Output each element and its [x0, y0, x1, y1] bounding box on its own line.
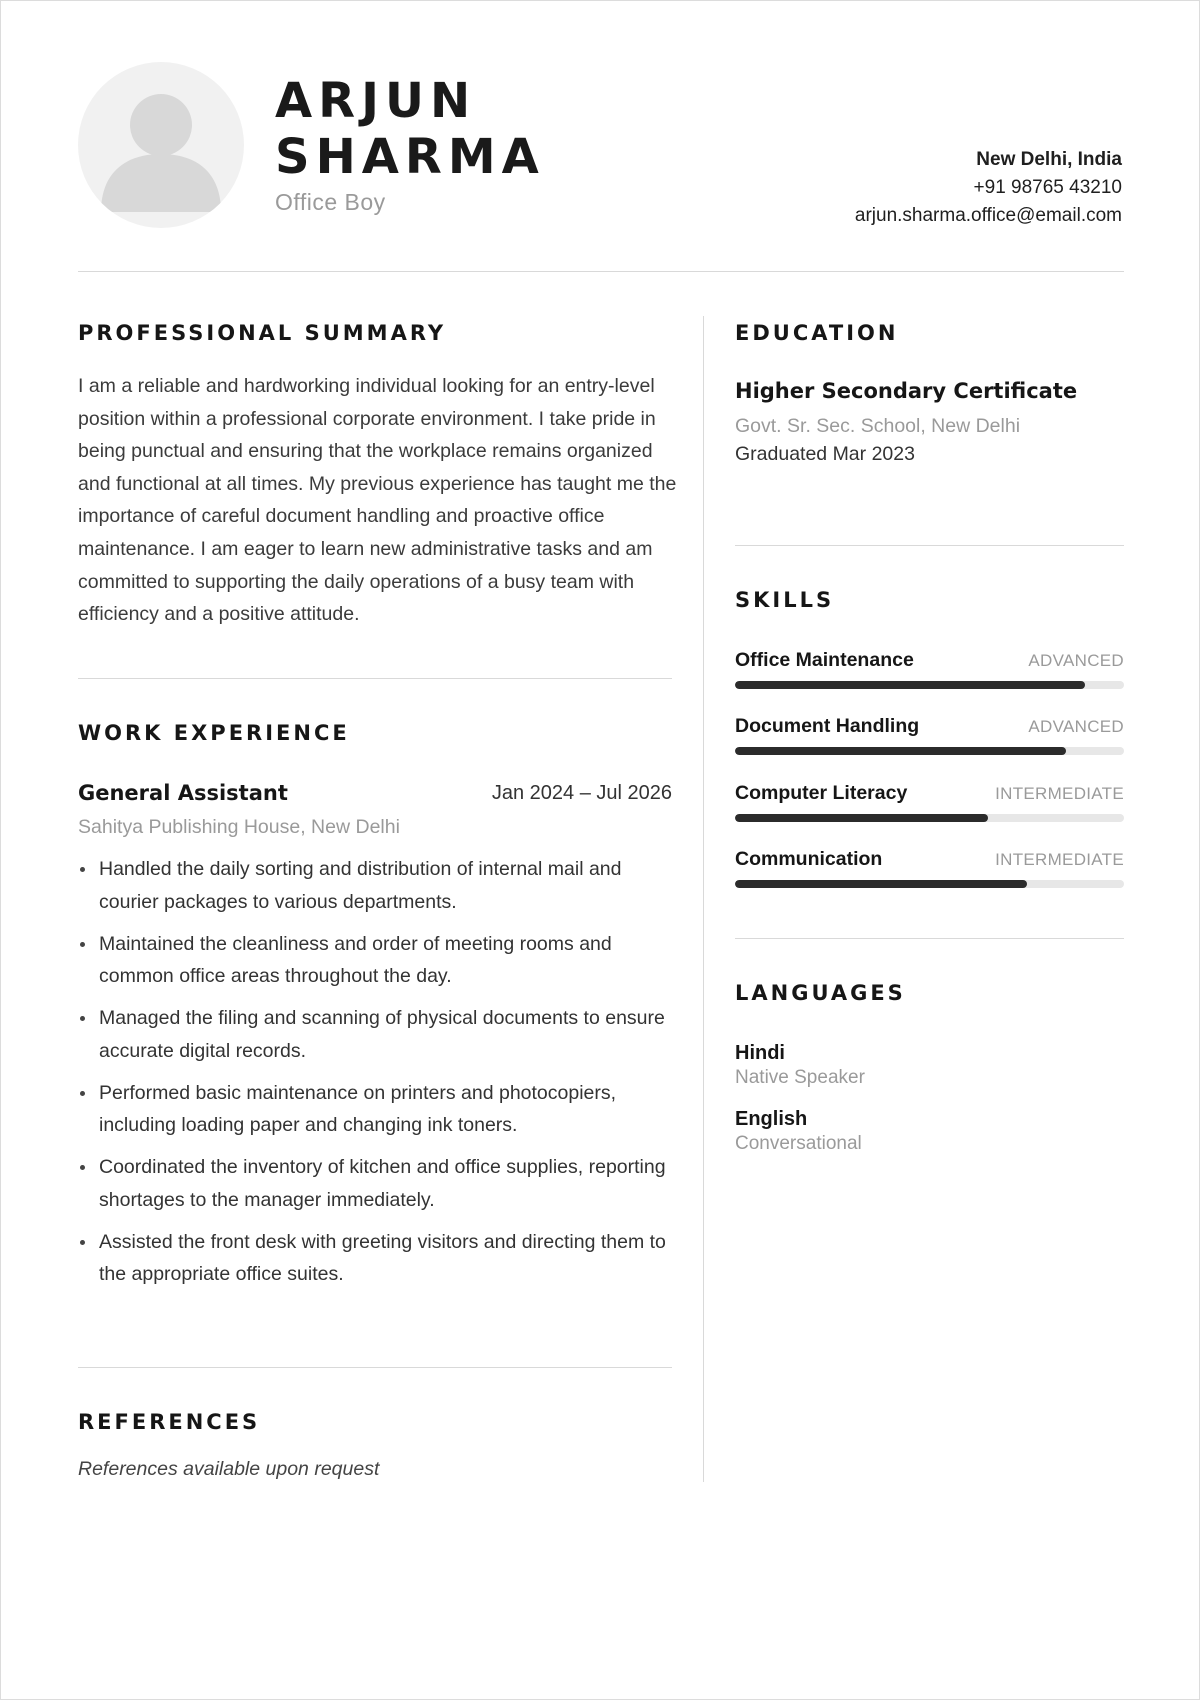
- job-responsibilities: [78, 853, 678, 1300]
- skill-item: [735, 715, 1124, 755]
- skill-level: INTERMEDIATE: [995, 850, 1124, 869]
- references-heading: REFERENCES: [78, 1410, 261, 1434]
- skill-bar-fill: [735, 681, 1085, 689]
- language-level: Conversational: [735, 1133, 862, 1154]
- phone: +91 98765 43210: [973, 177, 1122, 198]
- language-name: Hindi: [735, 1042, 785, 1064]
- list-item: Performed basic maintenance on printers and photocopiers, including loading paper and changing ink toners.: [78, 1077, 678, 1142]
- experience-heading: WORK EXPERIENCE: [78, 721, 350, 745]
- skill-name: Computer Literacy: [735, 782, 908, 804]
- skills-divider: [735, 938, 1124, 939]
- list-item: Maintained the cleanliness and order of meeting rooms and common office areas throughout the day.: [78, 928, 678, 993]
- skill-bar: [735, 814, 1124, 822]
- skills-heading: SKILLS: [735, 588, 835, 612]
- email[interactable]: arjun.sharma.office@email.com: [854, 205, 1122, 226]
- name-block: [275, 73, 545, 216]
- job-dates: Jan 2024 – Jul 2026: [491, 782, 672, 804]
- education-divider: [735, 545, 1124, 546]
- skill-level: INTERMEDIATE: [995, 784, 1124, 803]
- last-name: SHARMA: [275, 129, 545, 185]
- skill-item: [735, 782, 1124, 822]
- summary-heading: PROFESSIONAL SUMMARY: [78, 321, 447, 345]
- education-school: Govt. Sr. Sec. School, New Delhi: [735, 415, 1021, 437]
- job-header: [78, 781, 672, 805]
- first-name: ARJUN: [275, 73, 477, 129]
- avatar: [78, 62, 244, 228]
- language-name: English: [735, 1108, 808, 1130]
- summary-divider: [78, 678, 672, 679]
- skill-bar-fill: [735, 747, 1066, 755]
- list-item: Assisted the front desk with greeting visitors and directing them to the appropriate office suites.: [78, 1226, 678, 1291]
- skill-bar-fill: [735, 814, 988, 822]
- list-item: Coordinated the inventory of kitchen and office supplies, reporting shortages to the manager immediately.: [78, 1151, 678, 1216]
- column-divider: [703, 316, 704, 1482]
- references-text: References available upon request: [78, 1458, 380, 1480]
- location: New Delhi, India: [976, 149, 1122, 170]
- language-level: Native Speaker: [735, 1067, 865, 1088]
- skill-name: Office Maintenance: [735, 649, 914, 671]
- job-role: General Assistant: [78, 781, 288, 805]
- skill-name: Document Handling: [735, 715, 920, 737]
- skill-bar: [735, 747, 1124, 755]
- experience-divider: [78, 1367, 672, 1368]
- education-graduated: Graduated Mar 2023: [735, 443, 915, 465]
- skill-level: ADVANCED: [1028, 651, 1124, 670]
- education-heading: EDUCATION: [735, 321, 899, 345]
- header-divider: [78, 271, 1124, 272]
- skill-bar: [735, 880, 1124, 888]
- education-degree: Higher Secondary Certificate: [735, 379, 1078, 403]
- skill-item: [735, 649, 1124, 689]
- skill-item: [735, 848, 1124, 888]
- contact-info: [855, 146, 1122, 230]
- languages-heading: LANGUAGES: [735, 981, 906, 1005]
- list-item: Handled the daily sorting and distribution of internal mail and courier packages to various departments.: [78, 853, 678, 918]
- skill-bar-fill: [735, 880, 1027, 888]
- job-company: Sahitya Publishing House, New Delhi: [78, 816, 400, 838]
- list-item: Managed the filing and scanning of physical documents to ensure accurate digital records.: [78, 1002, 678, 1067]
- skill-bar: [735, 681, 1124, 689]
- person-silhouette-icon: [78, 62, 244, 228]
- summary-text: I am a reliable and hardworking individual looking for an entry-level position within a professional corporate environment. I take pride in being punctual and ensuring that the workplace remains organized and functional at all times. My previous experience has taught me the importance of careful document handling and proactive office maintenance. I am eager to learn new administrative tasks and am committed to supporting the daily operations of a busy team with efficiency and a positive attitude.: [78, 375, 677, 626]
- skill-level: ADVANCED: [1028, 717, 1124, 736]
- job-title: Office Boy: [275, 189, 386, 215]
- skill-name: Communication: [735, 848, 883, 870]
